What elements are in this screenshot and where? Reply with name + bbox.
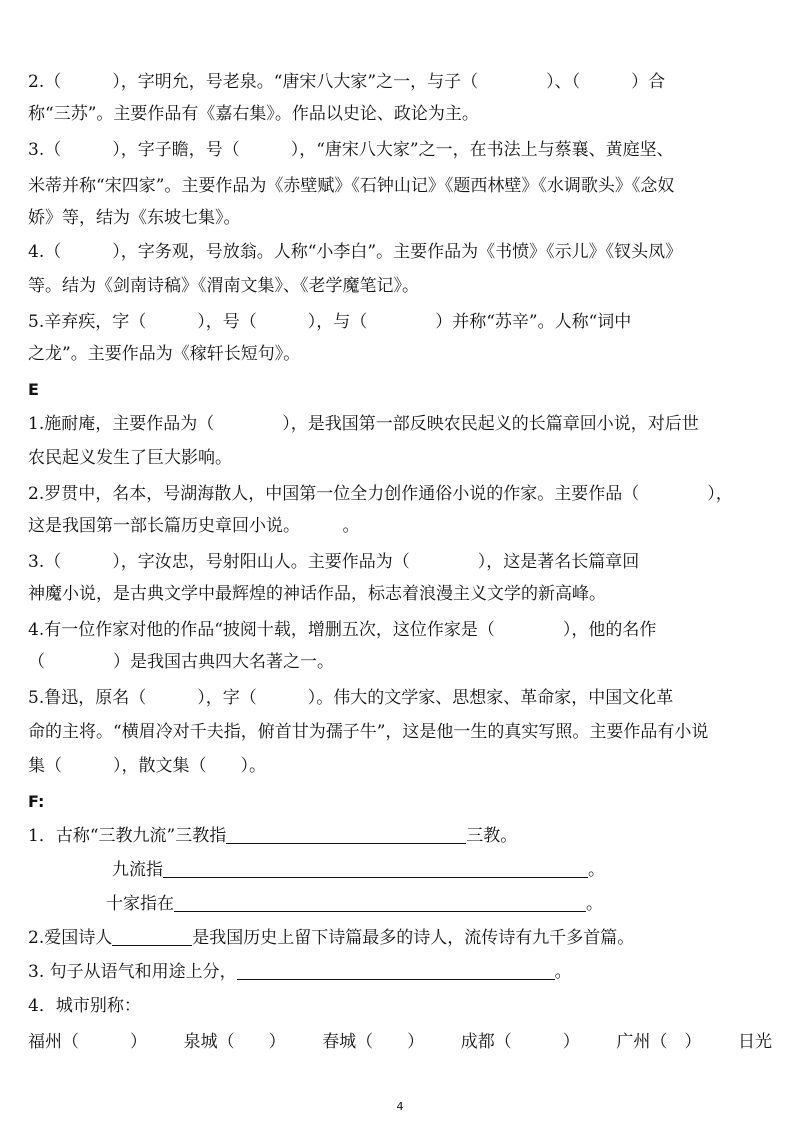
text-line: 2.（ ），字明允，号老泉。“唐宋八大家”之一，与子（ ）、（ ）合 <box>28 72 666 92</box>
text-line: （ ）是我国古典四大名著之一。 <box>28 652 334 672</box>
city-nickname-row <box>28 1030 772 1054</box>
text-line: 3.（ ），字子瞻，号（ ），“唐宋八大家”之一，在书法上与蔡襄、黄庭坚、 <box>28 140 674 160</box>
fill-line: 2.爱国诗人 是我国历史上留下诗篇最多的诗人，流传诗有九千多首篇。 <box>28 928 635 948</box>
text-line: 神魔小说，是古典文学中最辉煌的神话作品，标志着浪漫主义文学的新高峰。 <box>28 584 606 604</box>
text-line: 农民起义发生了巨大影响。 <box>28 448 232 468</box>
city-item: 广州（ ） <box>616 1032 702 1052</box>
fill-line: 1．古称“三教九流”三教指 三教。 <box>28 826 518 846</box>
text-line: 1.施耐庵，主要作品为（ ），是我国第一部反映农民起义的长篇章回小说，对后世 <box>28 414 699 434</box>
city-item: 泉城（ ） <box>183 1032 286 1052</box>
answer-blank[interactable] <box>112 927 192 946</box>
city-item: 福州（ ） <box>28 1032 147 1052</box>
fill-line: 九流指 。 <box>112 860 605 880</box>
answer-blank[interactable] <box>237 961 555 980</box>
text-line: 米蒂并称“宋四家”。主要作品为《赤壁赋》《石钟山记》《题西林壁》《水调歌头》《念奴 <box>28 176 675 196</box>
text-line: 2.罗贯中，名本，号湖海散人，中国第一位全力创作通俗小说的作家。主要作品（ ）， <box>28 484 733 504</box>
text-line: 命的主将。“横眉冷对千夫指，俯首甘为孺子牛”，这是他一生的真实写照。主要作品有小说 <box>28 722 709 742</box>
answer-blank[interactable] <box>226 825 466 844</box>
text-line: 称“三苏”。主要作品有《嘉右集》。作品以史论、政论为主。 <box>28 104 479 124</box>
text-line: 5.鲁迅，原名（ ），字（ ）。伟大的文学家、思想家、革命家，中国文化革 <box>28 688 674 708</box>
text-line: 这是我国第一部长篇历史章回小说。 。 <box>28 516 360 536</box>
page-number: 4 <box>396 1100 404 1113</box>
fill-line: 十家指在 。 <box>106 894 603 914</box>
fill-line: 3. 句子从语气和用途上分， 。 <box>28 962 572 982</box>
text-line: 娇》等，结为《东坡七集》。 <box>28 208 241 228</box>
text-line: 等。结为《剑南诗稿》《渭南文集》、《老学魔笔记》。 <box>28 276 419 296</box>
section-heading-e: E <box>28 380 39 399</box>
text-line: 集（ ），散文集（ ）。 <box>28 756 266 776</box>
city-item: 成都（ ） <box>460 1032 580 1052</box>
answer-blank[interactable] <box>163 859 588 878</box>
text-line: 4．城市别称： <box>28 996 141 1016</box>
text-line: 5.辛弃疾，字（ ），号（ ），与（ ）并称“苏辛”。人称“词中 <box>28 312 632 332</box>
text-line: 3.（ ），字汝忠，号射阳山人。主要作品为（ ），这是著名长篇章回 <box>28 552 640 572</box>
answer-blank[interactable] <box>174 893 586 912</box>
text-line: 4.有一位作家对他的作品“披阅十载，增删五次，这位作家是（ ），他的名作 <box>28 620 657 640</box>
text-line: 之龙”。主要作品为《稼轩长短句》。 <box>28 344 301 364</box>
section-heading-f: F: <box>28 792 45 811</box>
city-item: 日光 <box>737 1032 772 1052</box>
text-line: 4.（ ），字务观，号放翁。人称“小李白”。主要作品为《书愤》《示儿》《钗头凤》 <box>28 242 683 262</box>
city-item: 春城（ ） <box>322 1032 425 1052</box>
